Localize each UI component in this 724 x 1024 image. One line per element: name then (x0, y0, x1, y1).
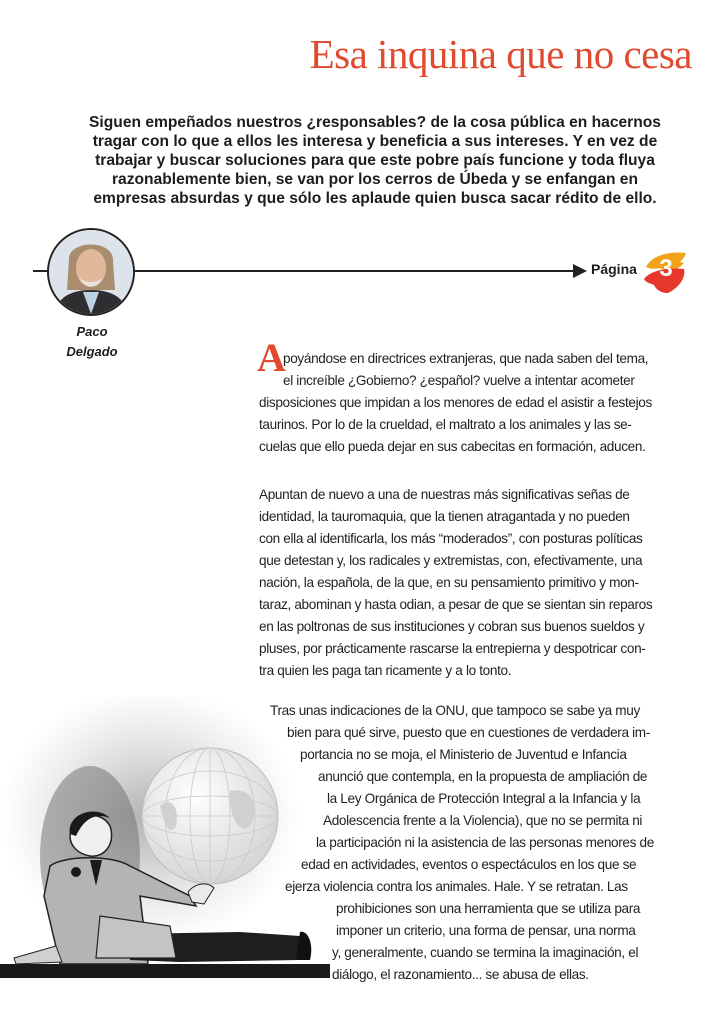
text-line: tra quien les paga tan ricamente y a lo tonto. (259, 663, 512, 678)
text-line: que detestan y, los radicales y extremistas, con, efectivamente, una (259, 553, 643, 568)
dropcap: A (257, 335, 286, 380)
text-line: anunció que contempla, en la propuesta de ampliación de (318, 769, 648, 784)
author-portrait-icon (49, 230, 133, 314)
lead-line: empresas absurdas y que sólo les aplaude quien busca sacar rédito de ello. (93, 190, 657, 207)
lead-line: trabajar y buscar soluciones para que este pobre país funcione y toda fluya (95, 152, 655, 169)
article-title: Esa inquina que no cesa (309, 31, 692, 77)
text-line: bien para qué sirve, puesto que en cuestiones de verdadera im- (287, 725, 650, 740)
text-line: Tras unas indicaciones de la ONU, que tampoco se sabe ya muy (270, 703, 640, 718)
article-lead (58, 113, 692, 208)
paragraph-3 (0, 700, 724, 986)
text-line: identidad, la tauromaquia, que la tienen atragantada y no pueden (259, 509, 630, 524)
text-line: con ella al identificarla, los más “moderados”, con posturas políticas (259, 531, 643, 546)
text-line: cuelas que ello pueda dejar en sus cabecitas en formación, aducen. (259, 439, 646, 454)
text-line: la participación ni la asistencia de las personas menores de (316, 835, 654, 850)
page-number-badge (640, 249, 692, 295)
author-last-name: Delgado (66, 344, 118, 359)
paragraph-2 (259, 484, 689, 682)
arrow-icon (573, 264, 587, 278)
text-line: imponer un criterio, una forma de pensar, una norma (336, 923, 636, 938)
page-number: 3 (659, 255, 673, 282)
text-line: edad en actividades, eventos o espectáculos en los que se (301, 857, 637, 872)
author-first-name: Paco (76, 324, 108, 339)
text-line: disposiciones que impidan a los menores de edad el asistir a festejos (259, 395, 652, 410)
page-label: Página (591, 261, 637, 277)
text-line: portancia no se moja, el Ministerio de Juventud e Infancia (300, 747, 627, 762)
text-line: la Ley Orgánica de Protección Integral a la Infancia y la (327, 791, 641, 806)
lead-line: razonablemente bien, se van por los cerros de Úbeda y se enfangan en (111, 171, 639, 188)
paragraph-1 (259, 348, 689, 458)
text-line: taraz, abominan y hasta odian, a pesar de que se sientan sin reparos (259, 597, 653, 612)
text-line: pluses, por prácticamente rascarse la entrepierna y despotricar con- (259, 641, 646, 656)
lead-line: tragar con lo que a ellos les interesa y beneficia a sus intereses. Y en vez de (92, 133, 658, 150)
text-line: Apuntan de nuevo a una de nuestras más significativas señas de (259, 487, 630, 502)
text-line: y, generalmente, cuando se termina la imaginación, el (332, 945, 639, 960)
text-line: poyándose en directrices extranjeras, que nada saben del tema, (283, 351, 649, 366)
author-name (52, 322, 132, 362)
text-line: diálogo, el razonamiento... se abusa de ellas. (332, 967, 589, 982)
lead-line: Siguen empeñados nuestros ¿responsables? de la cosa pública en hacernos (89, 114, 661, 131)
text-line: Adolescencia frente a la Violencia), que no se permita ni (323, 813, 643, 828)
text-line: nación, la española, de la que, en su pensamiento primitivo y mon- (259, 575, 639, 590)
author-avatar (47, 228, 135, 316)
text-line: ejerza violencia contra los animales. Hale. Y se retratan. Las (285, 879, 628, 894)
text-line: prohibiciones son una herramienta que se utiliza para (336, 901, 641, 916)
text-line: el increíble ¿Gobierno? ¿español? vuelve a intentar acometer (283, 373, 635, 388)
text-line: taurinos. Por lo de la crueldad, el maltrato a los animales y las se- (259, 417, 632, 432)
text-line: en las poltronas de sus instituciones y cobran sus buenos sueldos y (259, 619, 645, 634)
